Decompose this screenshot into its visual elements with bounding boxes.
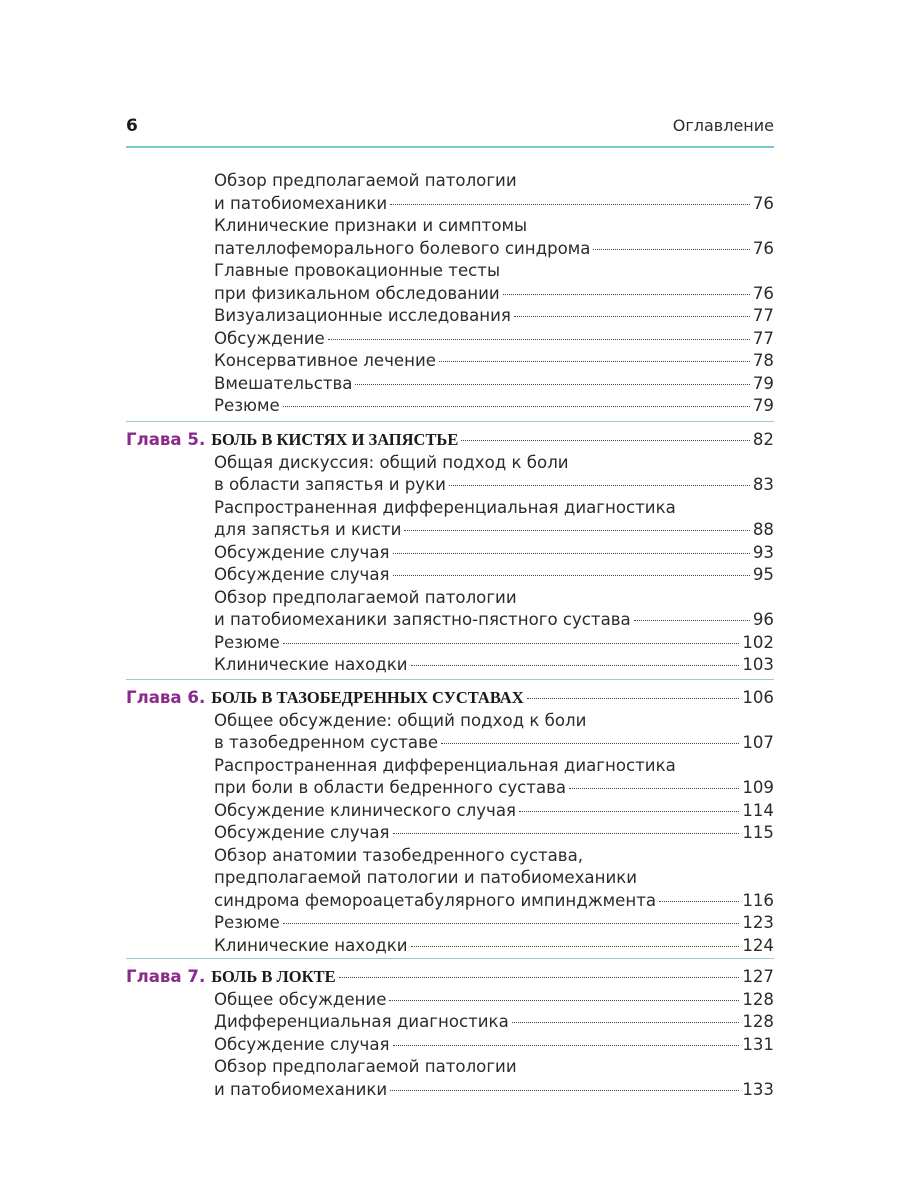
chapter-line [126,966,774,989]
header-rule [126,146,774,148]
toc-entry[interactable] [126,587,774,632]
entry-text: синдрома фемороацетабулярного импинджмента [214,890,657,910]
entry-line [126,1034,774,1057]
toc-entry[interactable] [126,935,774,958]
entry-text: Вмешательства [214,373,353,393]
chapter-title: БОЛЬ В ТАЗОБЕДРЕННЫХ СУСТАВАХ [211,688,524,707]
entry-line [126,822,774,845]
dot-leader [441,743,739,744]
dot-leader [411,946,740,947]
chapter-page-number: 106 [742,688,774,707]
entry-text: Обзор предполагаемой патологии [214,171,517,190]
entry-page-number: 115 [742,823,774,842]
entry-page-number: 128 [742,1012,774,1031]
dot-leader [461,440,750,441]
toc-block [126,170,774,418]
entry-text: Обсуждение случая [214,823,390,842]
entry-line [126,654,774,677]
dot-leader [339,977,740,978]
toc-block [126,429,774,677]
entry-page-number: 76 [752,193,774,213]
dot-leader [328,339,750,340]
entry-line [126,283,774,306]
entry-text: при боли в области бедренного сустава [214,778,567,797]
entry-line [126,777,774,800]
running-title: Оглавление [672,116,774,135]
entry-text: предполагаемой патологии и патобиомеханики [214,868,638,887]
entry-page-number: 103 [742,655,774,674]
entry-text: Клинические признаки и симптомы [214,216,528,235]
entry-text: для запястья и кисти [214,520,402,539]
entry-text: Клинические находки [214,935,408,955]
dot-leader [390,1090,739,1091]
dot-leader [355,384,749,385]
entry-line [126,373,774,396]
entry-line [126,609,774,632]
entry-text: Обзор предполагаемой патологии [214,1057,517,1076]
entry-text: Распространенная дифференциальная диагностика [214,497,676,517]
entry-text: Обзор анатомии тазобедренного сустава, [214,845,584,865]
entry-page-number: 79 [752,373,774,393]
entry-text: Резюме [214,396,280,415]
toc-entry[interactable] [126,632,774,655]
entry-line [126,755,774,778]
entry-text: Обзор предполагаемой патологии [214,587,517,607]
entry-page-number: 88 [752,520,774,539]
entry-text: Визуализационные исследования [214,306,511,325]
page-header [126,116,774,140]
dot-leader [439,361,750,362]
entry-page-number: 131 [742,1034,774,1054]
entry-line [126,238,774,261]
toc-entry[interactable] [126,452,774,497]
dot-leader [389,1000,739,1001]
chapter-line [126,687,774,710]
entry-text: и патобиомеханики [214,193,388,213]
entry-line [126,542,774,565]
entry-text: Обсуждение случая [214,542,390,562]
entry-line [126,452,774,475]
entry-line [126,305,774,328]
page-number: 6 [126,116,138,136]
entry-page-number: 83 [752,475,774,494]
dot-leader [593,249,749,250]
entry-line [126,193,774,216]
chapter-heading[interactable] [126,966,774,989]
entry-page-number: 95 [752,565,774,584]
entry-text: в области запястья и руки [214,475,446,494]
entry-text: Резюме [214,913,280,932]
chapter-heading[interactable] [126,687,774,710]
dot-leader [659,901,739,902]
chapter-label: Глава 5. [126,430,206,449]
entry-line [126,395,774,418]
toc-entry[interactable] [126,1056,774,1101]
entry-page-number: 123 [742,913,774,932]
entry-line [126,497,774,520]
entry-line [126,170,774,193]
entry-line [126,215,774,238]
chapter-line [126,429,774,452]
dot-leader [393,833,740,834]
entry-page-number: 96 [752,610,774,629]
toc-entry[interactable] [126,1011,774,1034]
toc-entry[interactable] [126,215,774,260]
dot-leader [390,204,750,205]
entry-line [126,989,774,1012]
entry-page-number: 76 [752,238,774,258]
entry-text: Дифференциальная диагностика [214,1012,509,1031]
entry-page-number: 79 [752,396,774,415]
entry-page-number: 102 [742,632,774,652]
chapter-divider [126,421,774,422]
dot-leader [514,316,750,317]
toc-entry[interactable] [126,170,774,215]
entry-text: пателлофеморального болевого синдрома [214,238,591,258]
dot-leader [393,575,750,576]
entry-text: Клинические находки [214,655,408,674]
dot-leader [283,406,750,407]
dot-leader [634,620,750,621]
dot-leader [512,1022,740,1023]
entry-line [126,474,774,497]
entry-line [126,564,774,587]
dot-leader [569,788,739,789]
toc-entry[interactable] [126,755,774,800]
entry-line [126,1011,774,1034]
entry-text: Обсуждение случая [214,1034,390,1054]
entry-line [126,710,774,733]
entry-text: Резюме [214,632,280,652]
entry-page-number: 114 [742,800,774,820]
toc-entry[interactable] [126,989,774,1012]
entry-line [126,800,774,823]
dot-leader [503,294,750,295]
chapter-label: Глава 6. [126,688,206,707]
entry-line [126,1056,774,1079]
dot-leader [404,530,749,531]
chapter-divider [126,958,774,959]
entry-page-number: 128 [742,989,774,1009]
toc-entry[interactable] [126,260,774,305]
toc-entry[interactable] [126,800,774,823]
entry-line [126,350,774,373]
chapter-label: Глава 7. [126,967,206,986]
toc-entry[interactable] [126,350,774,373]
entry-line [126,587,774,610]
toc-entry[interactable] [126,564,774,587]
chapter-title: БОЛЬ В ЛОКТЕ [211,967,336,986]
entry-line [126,935,774,958]
dot-leader [393,553,750,554]
entry-page-number: 76 [752,283,774,303]
entry-text: Обсуждение случая [214,565,390,584]
entry-line [126,732,774,755]
entry-text: в тазобедренном суставе [214,733,439,752]
entry-line [126,867,774,890]
toc-entry[interactable] [126,710,774,755]
toc-entry[interactable] [126,497,774,542]
entry-page-number: 124 [742,935,774,955]
toc-entry[interactable] [126,1034,774,1057]
entry-text: и патобиомеханики [214,1079,388,1099]
entry-line [126,328,774,351]
entry-page-number: 133 [742,1079,774,1099]
entry-text: Консервативное лечение [214,351,436,370]
entry-page-number: 93 [752,542,774,562]
entry-line [126,912,774,935]
dot-leader [283,643,740,644]
entry-page-number: 109 [742,778,774,797]
entry-text: Общее обсуждение [214,989,387,1009]
entry-line [126,519,774,542]
entry-text: Обсуждение [214,328,325,348]
entry-text: при физикальном обследовании [214,283,500,303]
toc-entry[interactable] [126,395,774,418]
dot-leader [393,1045,740,1046]
entry-page-number: 116 [742,890,774,910]
entry-text: Общее обсуждение: общий подход к боли [214,710,587,730]
dot-leader [527,698,740,699]
entry-line [126,260,774,283]
entry-line [126,890,774,913]
toc-entry[interactable] [126,845,774,913]
entry-text: Главные провокационные тесты [214,261,501,280]
toc-entry[interactable] [126,373,774,396]
dot-leader [411,665,740,666]
entry-page-number: 107 [742,733,774,752]
entry-page-number: 77 [752,328,774,348]
dot-leader [449,485,750,486]
entry-line [126,632,774,655]
chapter-page-number: 82 [752,430,774,449]
toc-entry[interactable] [126,912,774,935]
toc-block [126,966,774,1101]
entry-text: Общая дискуссия: общий подход к боли [214,452,569,472]
toc-entry[interactable] [126,822,774,845]
chapter-divider [126,679,774,680]
dot-leader [283,923,740,924]
dot-leader [519,811,739,812]
toc-block [126,687,774,957]
entry-text: Обсуждение клинического случая [214,800,516,820]
chapter-title: БОЛЬ В КИСТЯХ И ЗАПЯСТЬЕ [211,430,459,449]
entry-line [126,845,774,868]
entry-page-number: 77 [752,306,774,325]
toc-entry[interactable] [126,654,774,677]
toc-entry[interactable] [126,305,774,328]
entry-line [126,1079,774,1102]
toc-entry[interactable] [126,542,774,565]
entry-text: и патобиомеханики запястно-пястного сустава [214,610,631,629]
chapter-page-number: 127 [742,967,774,986]
entry-page-number: 78 [752,351,774,370]
chapter-heading[interactable] [126,429,774,452]
entry-text: Распространенная дифференциальная диагностика [214,755,676,775]
toc-entry[interactable] [126,328,774,351]
